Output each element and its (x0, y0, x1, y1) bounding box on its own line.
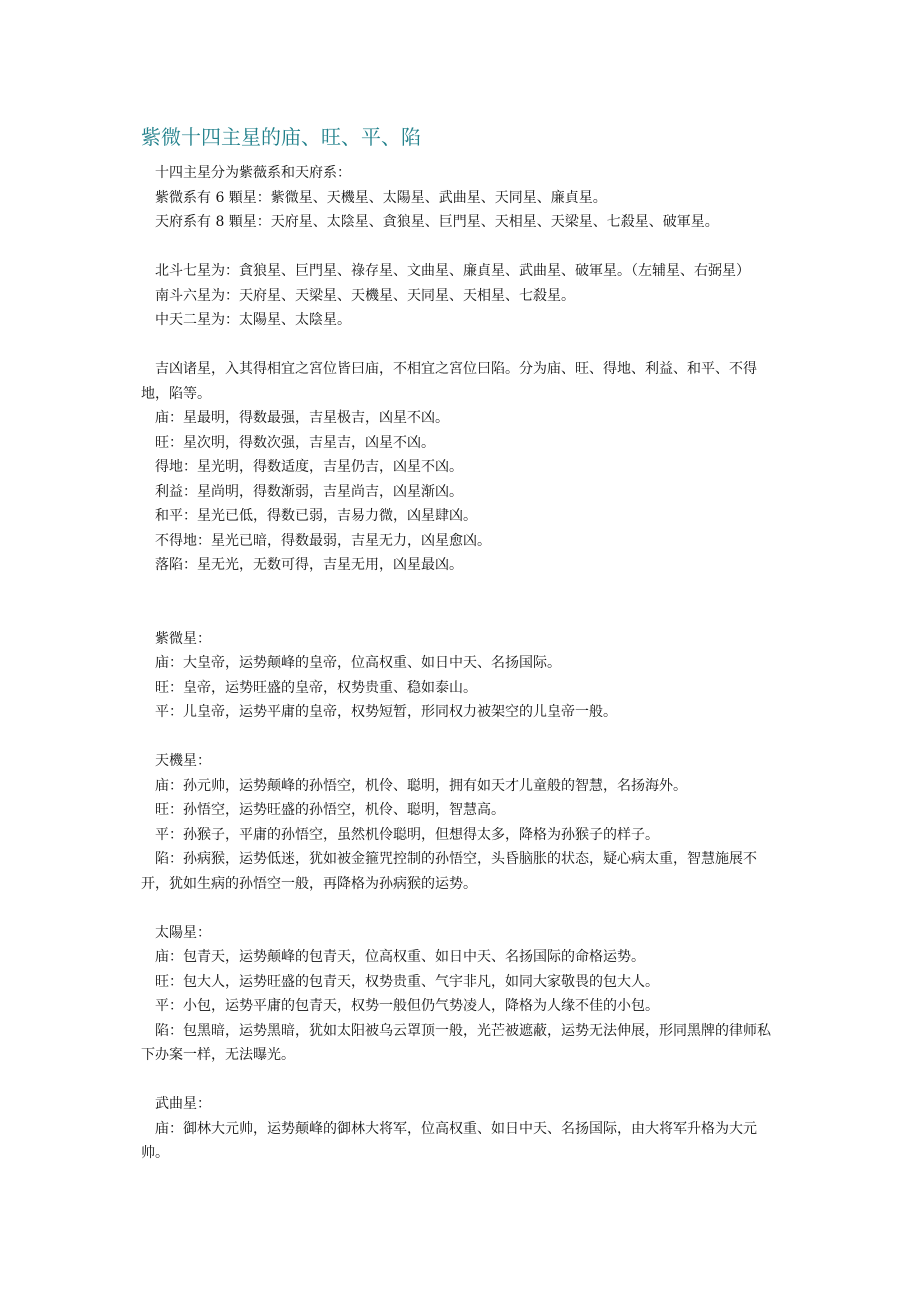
section-heading-ziwei: 紫微星： (155, 630, 211, 647)
wuqu-line: 庙：御林大元帅，运势颠峰的御林大将军，位高权重、如日中天、名扬国际，由大将军升格为大元帅。 (141, 1120, 757, 1161)
ziwei-line: 平：儿皇帝，运势平庸的皇帝，权势短暂，形同权力被架空的儿皇帝一般。 (155, 704, 617, 720)
group-line: 北斗七星为：貪狼星、巨門星、祿存星、文曲星、廉貞星、武曲星、破軍星。（左辅星、右弼星） (155, 263, 750, 279)
level-line: 落陷：星无光，无数可得，吉星无用，凶星最凶。 (155, 557, 463, 573)
levels-intro: 吉凶诸星，入其得相宜之宮位皆曰庙，不相宜之宮位曰陷。分为庙、旺、得地、利益、和平、不得地，陷等。 (141, 361, 757, 402)
tianji-line: 平：孙猴子，平庸的孙悟空，虽然机伶聪明，但想得太多，降格为孙猴子的样子。 (155, 826, 659, 843)
intro-line: 紫微系有 6 顆星：紫微星、天機星、太陽星、武曲星、天同星、廉貞星。 (155, 189, 607, 206)
page-title: 紫微十四主星的庙、旺、平、陷 (141, 125, 421, 149)
taiyang-line: 庙：包青天，运势颠峰的包青天，位高权重、如日中天、名扬国际的命格运势。 (155, 949, 645, 965)
level-line: 旺：星次明，得数次强，吉星吉，凶星不凶。 (155, 434, 435, 451)
level-line: 不得地：星光已暗，得数最弱，吉星无力，凶星愈凶。 (155, 532, 491, 549)
section-heading-taiyang: 太陽星： (155, 924, 211, 941)
level-line: 和平：星光已低，得数已弱，吉易力微，凶星肆凶。 (155, 508, 477, 524)
taiyang-line: 旺：包大人，运势旺盛的包青天，权势贵重、气宇非凡，如同大家敬畏的包大人。 (155, 973, 659, 990)
section-heading-tianji: 天機星： (155, 753, 211, 769)
group-line: 南斗六星为：天府星、天梁星、天機星、天同星、天相星、七殺星。 (155, 287, 575, 304)
document-page (141, 122, 781, 1166)
level-line: 得地：星光明，得数适度，吉星仍吉，凶星不凶。 (155, 459, 463, 475)
intro-line: 天府系有 8 顆星：天府星、太陰星、貪狼星、巨門星、天相星、天梁星、七殺星、破軍星。 (155, 214, 719, 230)
section-heading-wuqu: 武曲星： (155, 1096, 211, 1112)
taiyang-line: 平：小包，运势平庸的包青天，权势一般但仍气势凌人，降格为人缘不佳的小包。 (155, 998, 659, 1014)
ziwei-line: 庙：大皇帝，运势颠峰的皇帝，位高权重、如日中天、名扬国际。 (155, 655, 561, 671)
intro-line: 十四主星分为紫薇系和天府系： (155, 165, 351, 181)
ziwei-line: 旺：皇帝，运势旺盛的皇帝，权势贵重、稳如泰山。 (155, 679, 477, 696)
level-line: 庙：星最明，得数最强，吉星极吉，凶星不凶。 (155, 410, 449, 426)
taiyang-line: 陷：包黑暗，运势黑暗，犹如太阳被乌云罩顶一般，光芒被遮蔽，运势无法伸展，形同黑牌的律师私下办案一样，无法曝光。 (141, 1022, 771, 1063)
level-line: 利益：星尚明，得数渐弱，吉星尚吉，凶星渐凶。 (155, 483, 463, 500)
group-line: 中天二星为：太陽星、太陰星。 (155, 312, 351, 328)
tianji-line: 陷：孙病猴，运势低迷，犹如被金箍咒控制的孙悟空，头昏脑胀的状态，疑心病太重，智慧施展不开，犹如生病的孙悟空一般，再降格为孙病猴的运势。 (141, 851, 757, 892)
tianji-line: 庙：孙元帅，运势颠峰的孙悟空，机伶、聪明，拥有如天才儿童般的智慧，名扬海外。 (155, 777, 687, 794)
tianji-line: 旺：孙悟空，运势旺盛的孙悟空，机伶、聪明，智慧高。 (155, 802, 505, 818)
